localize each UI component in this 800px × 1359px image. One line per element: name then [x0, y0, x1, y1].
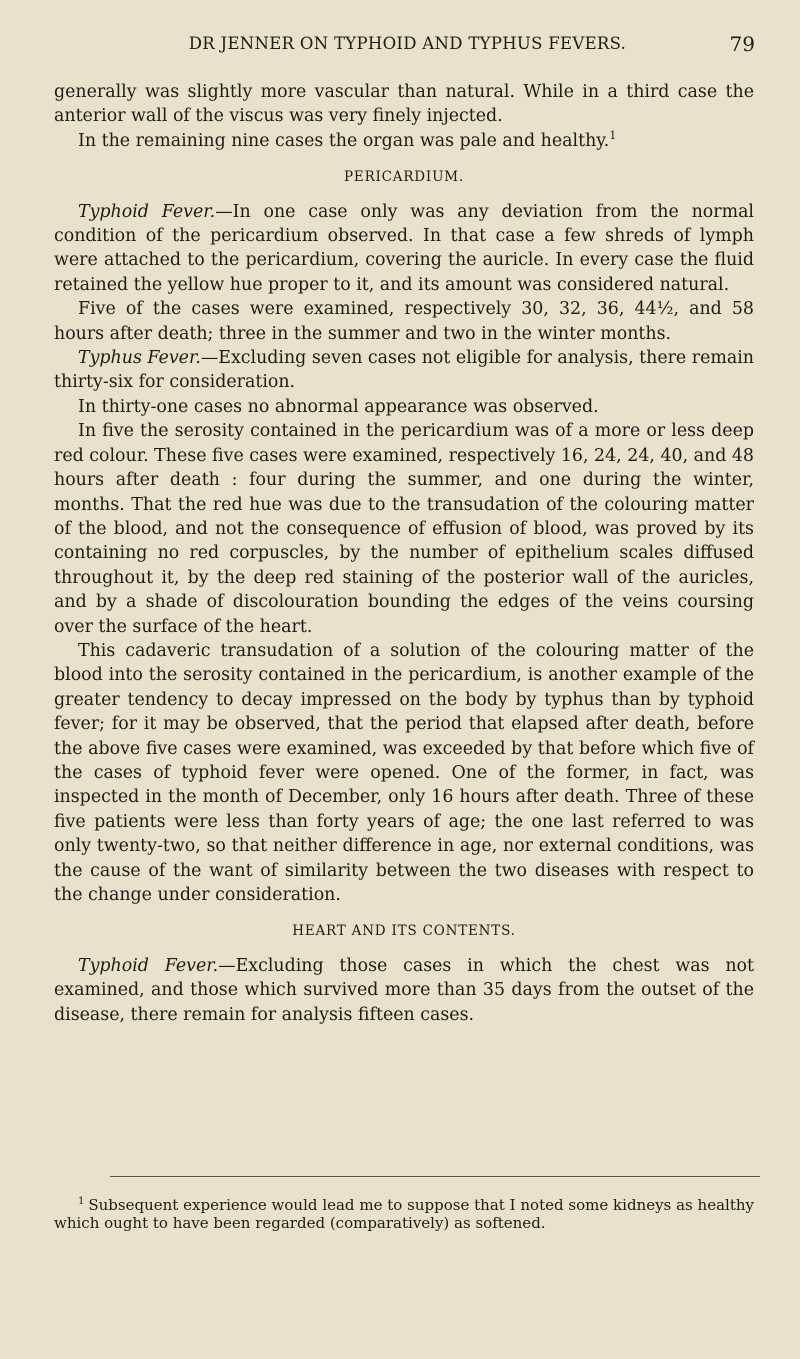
paragraph: [54, 80, 754, 129]
paragraph: [54, 419, 754, 639]
section-heading-pericardium: PERICARDIUM.: [344, 169, 464, 186]
paragraph: [54, 395, 754, 419]
footnote-rule: [110, 1176, 760, 1177]
paragraph-text: —Excluding those cases in which the chest was not examined, and those which survived more than 35 days from the outset of the disease, there remain for analysis fifteen cases.: [54, 955, 754, 1025]
section-heading-heart: HEART AND ITS CONTENTS.: [292, 923, 516, 940]
paragraph: [54, 346, 754, 395]
paragraph: [54, 639, 754, 907]
paragraph: [54, 954, 754, 1027]
paragraph: [54, 129, 754, 153]
paragraph-text: In five the serosity contained in the pericardium was of a more or less deep red colour. These five cases were examined, respectively 16, 24, 24, 40, and 48 hours after death : four during the summer, and one during the winter, months. That the red hue was due to the transudation of the colouring matter of the blood, and not the consequence of effusion of blood, was proved by its containing no red corpuscles, by the number of epithelium scales diffused throughout it, by the deep red staining of the posterior wall of the auricles, and by a shade of discolouration bounding the edges of the veins coursing over the surface of the heart.: [54, 421, 754, 637]
run-in-label: Typhoid Fever.: [78, 201, 216, 222]
paragraph: [54, 297, 754, 346]
paragraph-text: In thirty-one cases no abnormal appearance was observed.: [78, 396, 599, 417]
page-number: 79: [729, 32, 755, 56]
run-in-label: Typhoid Fever.: [78, 955, 219, 976]
paragraph-text: —In one case only was any deviation from the normal condition of the pericardium observed. In that case a few shreds of lymph were attached to the pericardium, covering the auricle. In every case the fluid retained the yellow hue proper to it, and its amount was considered natural.: [54, 201, 754, 295]
footnote-text: Subsequent experience would lead me to suppose that I noted some kidneys as healthy which ought to have been regarded (comparatively) as softened.: [54, 1196, 754, 1232]
footnote-reference[interactable]: 1: [609, 129, 617, 143]
run-in-label: Typhus Fever.: [78, 348, 201, 369]
running-head: [60, 34, 755, 64]
body-text: [54, 80, 754, 1027]
paragraph-text: generally was slightly more vascular than natural. While in a third case the anterior wall of the viscus was very finely injected.: [54, 82, 754, 127]
paragraph-text: Five of the cases were examined, respectively 30, 32, 36, 44½, and 58 hours after death; three in the summer and two in the winter months.: [54, 299, 754, 344]
paragraph-text: —Excluding seven cases not eligible for analysis, there remain thirty-six for consideration.: [54, 348, 754, 393]
footnote: [54, 1196, 754, 1232]
paragraph-text: In the remaining nine cases the organ was pale and healthy.: [78, 130, 610, 151]
running-title: DR JENNER ON TYPHOID AND TYPHUS FEVERS.: [188, 34, 627, 53]
paragraph-text: This cadaveric transudation of a solution of the colouring matter of the blood into the serosity contained in the pericardium, is another example of the greater tendency to decay impressed on the body by typhus than by typhoid fever; for it may be observed, that the period that elapsed after death, before the above five cases were examined, was exceeded by that before which five of the cases of typhoid fever were opened. One of the former, in fact, was inspected in the month of December, only 16 hours after death. Three of these five patients were less than forty years of age; the one last referred to was only twenty-two, so that neither difference in age, nor external conditions, was the cause of the want of similarity between the two diseases with respect to the change under consideration.: [54, 640, 754, 905]
footnote-marker: 1: [78, 1196, 85, 1207]
paragraph: [54, 200, 754, 298]
